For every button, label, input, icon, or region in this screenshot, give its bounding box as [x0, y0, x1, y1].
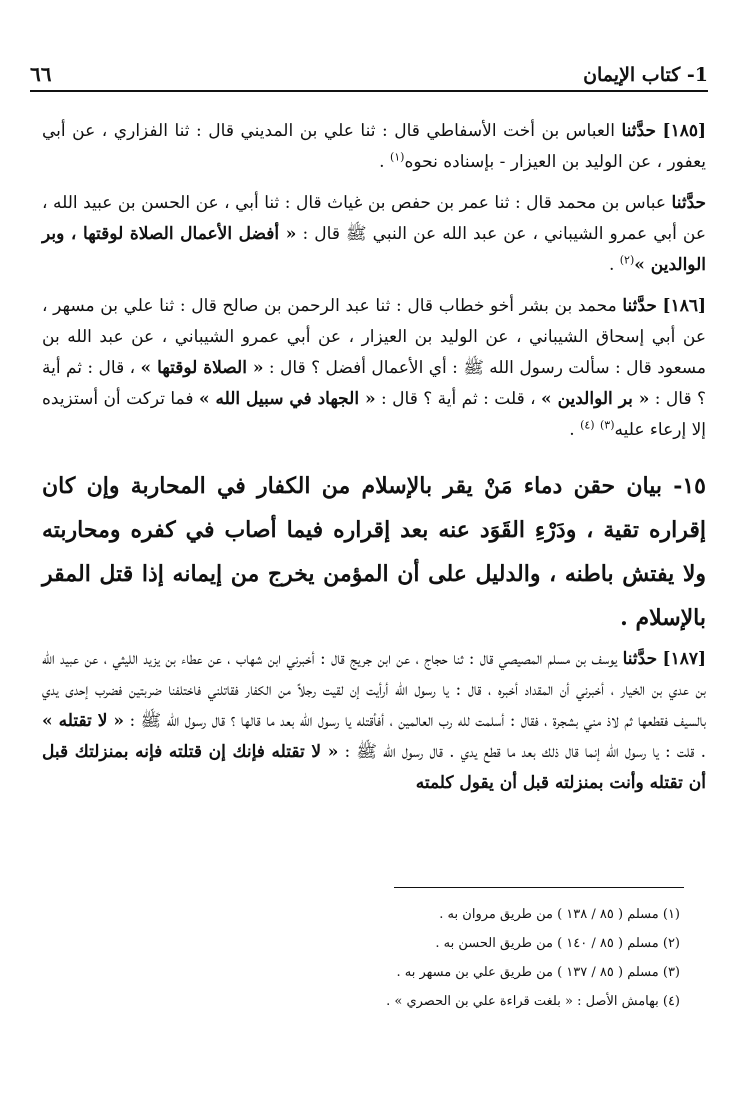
footnotes: [60, 900, 680, 1016]
narration-opener: حدَّثنا: [622, 296, 657, 316]
prophetic-quote: « بر الوالدين »: [541, 389, 650, 409]
footnote-separator: [394, 887, 684, 888]
narration-opener: حدَّثنا: [622, 649, 658, 669]
main-text: [42, 116, 706, 809]
section-title: بيان حقن دماء مَنْ يقر بالإسلام من الكفار في المحاربة وإن كان إقراره تقية ، ودَرْءِ القَوَد عنه بعد إقراره فيما أصاب في كفره ومحاربته ولا يفتش باطنه ، والدليل على أن المؤمن يخرج من إيمانه إذا قتل المقر بالإسلام .: [42, 473, 706, 631]
sentence-end: .: [608, 255, 615, 275]
footnote-ref[interactable]: (٣): [599, 418, 615, 432]
prophetic-quote: « لا تقتله »: [42, 711, 125, 731]
hadith-185: [42, 116, 706, 178]
prophetic-quote: « لا تقتله فإنك إن قتلته فإنه بمنزلتك قبل أن تقتله وأنت بمنزلته قبل أن يقول كلمته: [42, 742, 706, 793]
page-number: ٦٦: [30, 62, 52, 86]
footnote-ref[interactable]: (٢): [619, 253, 635, 267]
hadith-text: محمد بن بشر أخو خطاب قال : ثنا عبد الرحمن بن صالح قال : ثنا علي بن مسهر ، عن أبي إسحاق الشيباني ، عن الوليد بن العيزار ، عن أبي عمرو الشيباني ، عن عبد الله بن مسعود قال : سألت رسول الله ﷺ : أي الأعمال أفضل ؟ قال :: [42, 296, 707, 378]
footnote-2: (٢) مسلم ( ٨٥ / ١٤٠ ) من طريق الحسن به .: [435, 936, 680, 951]
footnote-ref[interactable]: (١): [389, 150, 405, 164]
footnote-3: (٣) مسلم ( ٨٥ / ١٣٧ ) من طريق علي بن مسهر به .: [396, 965, 680, 980]
footnote-ref[interactable]: (٤): [580, 418, 595, 432]
hadith-text: ، قلت : ثم أية ؟ قال :: [381, 389, 536, 409]
hadith-text: . قلت : يا رسول الله إنما قال ذلك بعد ما قطع يدي . قال رسول الله ﷺ :: [344, 742, 707, 762]
narration-opener: حدَّثنا: [621, 121, 656, 141]
hadith-185-b: [42, 188, 706, 281]
footnote-4: (٤) بهامش الأصل : « بلغت قراءة علي بن الحصري » .: [386, 994, 680, 1009]
prophetic-quote: « الصلاة لوقتها »: [140, 358, 264, 378]
sentence-end: .: [379, 152, 385, 172]
section-number: ١٥-: [673, 473, 706, 499]
sentence-end: .: [569, 420, 575, 440]
hadith-number: [١٨٦]: [662, 296, 707, 316]
hadith-187: [42, 644, 706, 799]
running-header: [30, 52, 708, 92]
narration-opener: حدَّثنا: [671, 193, 707, 213]
footnote-1: (١) مسلم ( ٨٥ / ١٣٨ ) من طريق مروان به .: [439, 907, 680, 922]
section-heading: [42, 464, 706, 640]
hadith-text: عباس بن محمد قال : ثنا عمر بن حفص بن غياث قال : ثنا أبي ، عن الحسن بن عبيد الله ، عن أبي عمرو الشيباني ، عن عبد الله عن النبي ﷺ قال :: [42, 193, 706, 244]
prophetic-quote: « أفضل الأعمال الصلاة لوقتها ، وبر الوالدين »: [42, 224, 706, 275]
hadith-text: ، قال : ثم أية ؟ قال :: [42, 358, 707, 409]
chapter-title: 1- كتاب الإيمان: [583, 64, 708, 86]
hadith-text: العباس بن أخت الأسفاطي قال : ثنا علي بن المديني قال : ثنا الفزاري ، عن أبي يعفور ، عن الوليد بن العيزار - بإسناده نحوه: [42, 121, 706, 172]
hadith-text: فما تركت أن أستزيده إلا إرعاء عليه: [42, 389, 706, 440]
prophetic-quote: « الجهاد في سبيل الله »: [198, 389, 376, 409]
hadith-text: يوسف بن مسلم المصيصي قال : ثنا حجاج ، عن ابن جريج قال : أخبرني ابن شهاب ، عن عطاء بن يزيد الليثي ، عن عبيد الله بن عدي بن الخيار ، أخبرني أن المقداد أخبره ، قال : يا رسول الله أرأيت إن لقيت رجلاً من الكفار فقاتلني فاختلفنا ضربتين فضرب إحدى يدي بالسيف فقطعها ثم لاذ مني بشجرة ، فقال : أسلمت لله رب العالمين ، أفأقتله يا رسول الله بعد ما قالها ؟ قال رسول الله ﷺ :: [42, 649, 707, 731]
hadith-number: [١٨٥]: [662, 121, 707, 141]
hadith-number: [١٨٧]: [662, 649, 707, 669]
hadith-186: [42, 291, 706, 446]
